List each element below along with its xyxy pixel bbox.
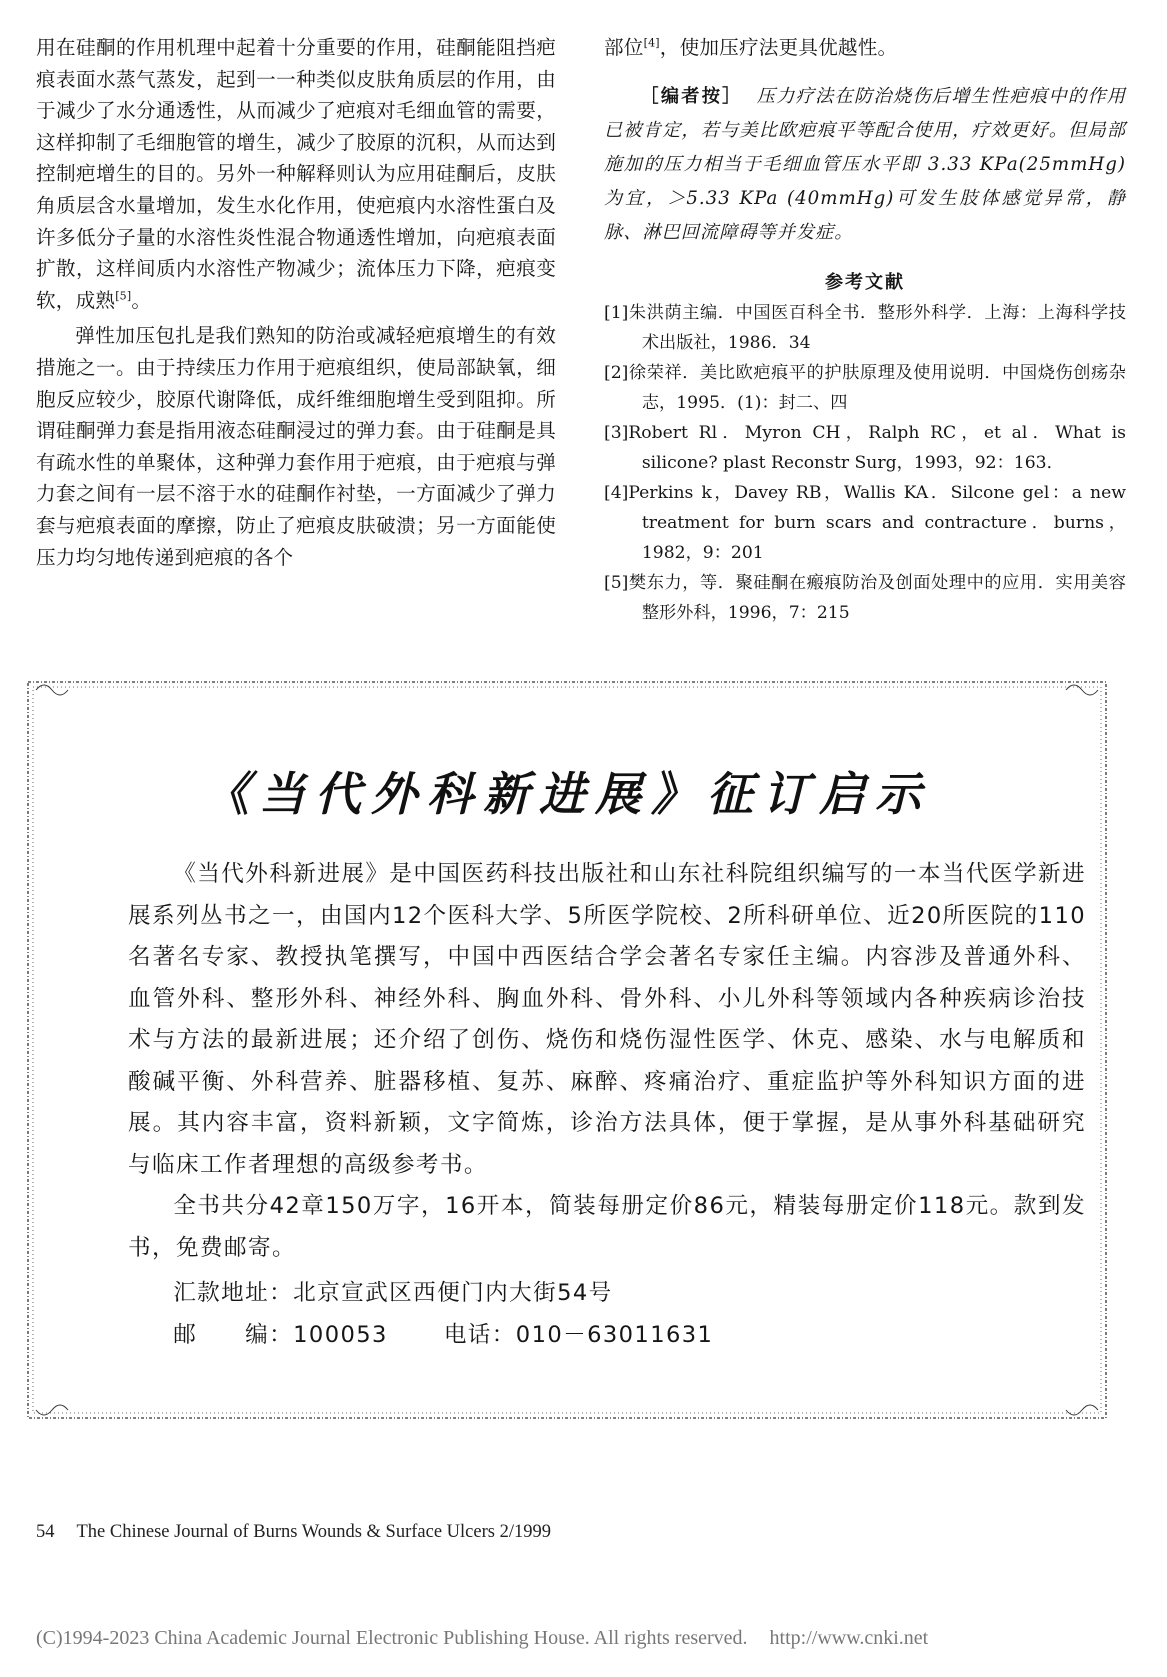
reference-item: [5]樊东力，等．聚硅酮在瘢痕防治及创面处理中的应用．实用美容整形外科，1996，7：215 (604, 572, 1126, 623)
paragraph-text: 用在硅酮的作用机理中起着十分重要的作用，硅酮能阻挡疤痕表面水蒸气蒸发，起到一一种类似皮肤角质层的作用，由于减少了水分通透性，从而减少了疤痕对毛细血管的需要，这样抑制了毛细胞管的增生，减少了胶原的沉积，从而达到控制疤增生的目的。另外一种解释则认为应用硅酮后，皮肤角质层含水量增加，发生水化作用，使疤痕内水溶性蛋白及许多低分子量的水溶性炎性混合物通透性增加，向疤痕表面扩散，这样间质内水溶性产物减少；流体压力下降，疤痕变软，成熟 (36, 36, 556, 312)
citation-mark: [5] (115, 289, 132, 303)
paragraph-end: ，使加压疗法更具优越性。 (659, 36, 898, 59)
references-title: 参考文献 (825, 271, 905, 293)
article-paragraph-continued (604, 32, 1126, 64)
page-number: 54 (36, 1522, 55, 1542)
paragraph-end: 。 (131, 288, 152, 312)
editor-note (604, 80, 1126, 250)
copyright-text: (C)1994-2023 China Academic Journal Electronic Publishing House. All rights reserved. (36, 1627, 748, 1649)
right-column (604, 32, 1126, 628)
notice-address: 汇款地址：北京宣武区西便门内大街54号 (173, 1280, 613, 1306)
notice-paragraph: 《当代外科新进展》是中国医药科技出版社和山东社科院组织编写的一本当代医学新进展系列丛书之一，由国内12个医科大学、5所医学院校、2所科研单位、近20所医院的110名著名专家、教授执笔撰写，中国中西医结合学会著名专家任主编。内容涉及普通外科、血管外科、整形外科、神经外科、胸血外科、骨外科、小儿外科等领域内各种疾病诊治技术与方法的最新进展；还介绍了创伤、烧伤和烧伤湿性医学、休克、感染、水与电解质和酸碱平衡、外科营养、脏器移植、复苏、麻醉、疼痛治疗、重症监护等外科知识方面的进展。其内容丰富，资料新颖，文字简炼，诊治方法具体，便于掌握，是从事外科基础研究与临床工作者理想的高级参考书。 (128, 861, 1086, 1178)
article-paragraph: 弹性加压包扎是我们熟知的防治或减轻疤痕增生的有效措施之一。由于持续压力作用于疤痕组织，使局部缺氧，细胞反应较少，胶原代谢降低，成纤维细胞增生受到阻抑。所谓硅酮弹力套是指用液态硅酮浸过的弹力套。由于硅酮是具有疏水性的单聚体，这种弹力套作用于疤痕，由于疤痕与弹力套之间有一层不溶于水的硅酮作衬垫，一方面减少了弹力套与疤痕表面的摩擦，防止了疤痕皮肤破溃；另一方面能使压力均匀地传递到疤痕的各个 (36, 324, 556, 569)
subscription-notice (22, 676, 1112, 1424)
reference-item: [4]Perkins k，Davey RB，Wallis KA．Silcone gel：a new treatment for burn scars and contracture．burns，1982，9：201 (604, 482, 1126, 563)
editor-note-label: ［编者按］ (640, 85, 743, 107)
notice-postcode: 邮 编：100053 (173, 1321, 388, 1348)
journal-name: The Chinese Journal of Burns Wounds & Surface Ulcers 2/1999 (76, 1522, 551, 1542)
notice-content (128, 854, 1086, 1356)
notice-title: 《当代外科新进展》征订启示 (203, 767, 931, 821)
copyright-line (36, 1627, 1136, 1650)
editor-note-text: 压力疗法在防治烧伤后增生性疤痕中的作用已被肯定，若与美比欧疤痕平等配合使用，疗效更好。但局部施加的压力相当于毛细血管压水平即 3.33 KPa(25mmHg)为宜，＞5.33 KPa (40mmHg)可发生肢体感觉异常，静脉、淋巴回流障碍等并发症。 (604, 85, 1126, 243)
article-columns (36, 32, 1126, 672)
reference-item: [1]朱洪荫主编．中国医百科全书．整形外科学．上海：上海科学技术出版社，1986．34 (604, 302, 1126, 353)
references-list (604, 298, 1126, 628)
reference-item: [2]徐荣祥．美比欧疤痕平的护肤原理及使用说明．中国烧伤创疡杂志，1995．(1)：封二、四 (604, 362, 1126, 413)
notice-phone: 电话：010－63011631 (443, 1321, 714, 1348)
page-footer (36, 1522, 551, 1543)
notice-price-paragraph: 全书共分42章150万字，16开本，简装每册定价86元，精装每册定价118元。款到发书，免费邮寄。 (128, 1193, 1086, 1261)
citation-mark: [4] (643, 36, 660, 50)
paragraph-text: 部位 (604, 36, 644, 59)
article-paragraph (36, 32, 556, 316)
copyright-url: http://www.cnki.net (769, 1627, 929, 1649)
reference-item: [3]Robert Rl．Myron CH，Ralph RC，et al．What is silicone? plast Reconstr Surg，1993，92：163． (604, 422, 1126, 473)
notice-contact-row (128, 1315, 1086, 1357)
left-column (36, 32, 556, 573)
